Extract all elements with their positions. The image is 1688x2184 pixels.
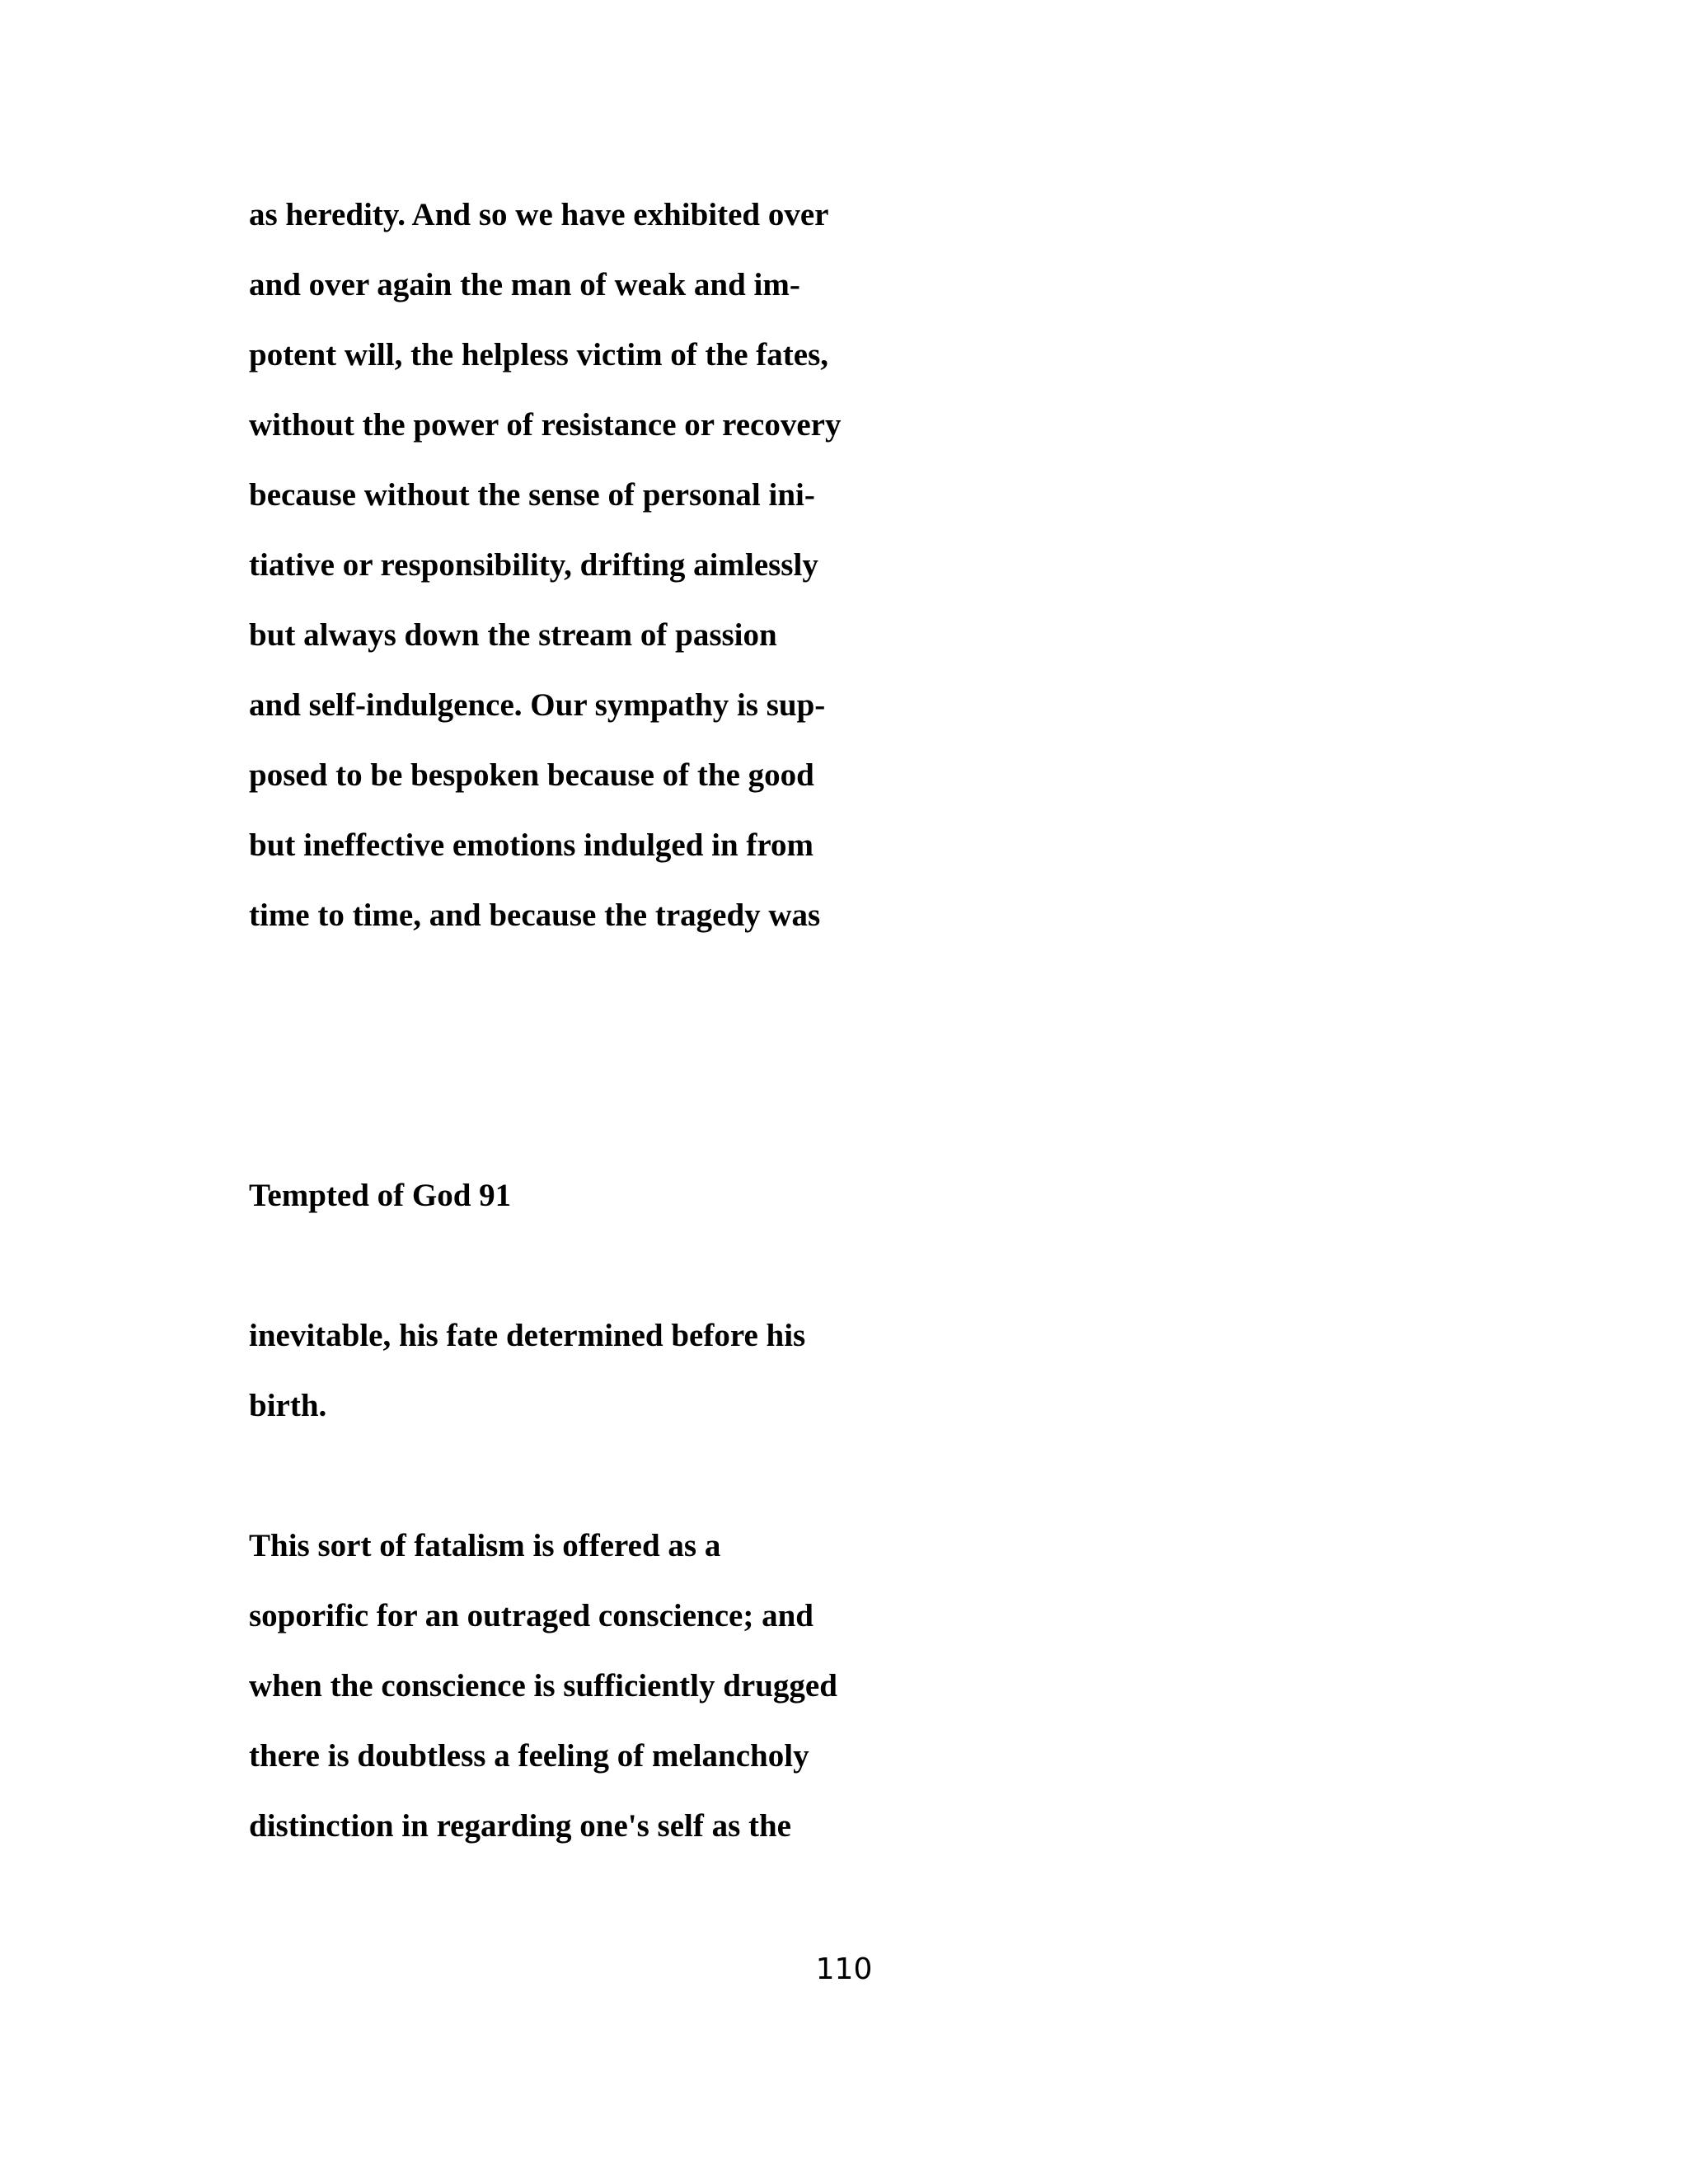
text-line: but ineffective emotions indulged in from (249, 827, 814, 863)
text-line: soporific for an outraged conscience; and (249, 1598, 814, 1633)
text-line: posed to be bespoken because of the good (249, 757, 814, 793)
text-line: when the conscience is sufficiently drugged (249, 1668, 837, 1704)
text-line: birth. (249, 1388, 327, 1423)
text-line: but always down the stream of passion (249, 617, 777, 653)
page-number: 110 (815, 1952, 873, 1986)
text-line: inevitable, his fate determined before his (249, 1318, 806, 1353)
text-line: because without the sense of personal ini- (249, 477, 815, 513)
text-line: without the power of resistance or recovery (249, 407, 842, 443)
text-line: This sort of fatalism is offered as a (249, 1528, 721, 1563)
text-line: and self-indulgence. Our sympathy is sup- (249, 687, 826, 723)
text-line: distinction in regarding one's self as the (249, 1808, 791, 1844)
text-line: as heredity. And so we have exhibited over (249, 197, 829, 232)
text-line: time to time, and because the tragedy was (249, 898, 821, 933)
running-header: Tempted of God 91 (249, 1178, 512, 1213)
text-line: tiative or responsibility, drifting aimlessly (249, 547, 818, 583)
text-line: potent will, the helpless victim of the fates, (249, 337, 828, 373)
text-line: and over again the man of weak and im- (249, 267, 800, 302)
text-line: there is doubtless a feeling of melancholy (249, 1738, 809, 1774)
